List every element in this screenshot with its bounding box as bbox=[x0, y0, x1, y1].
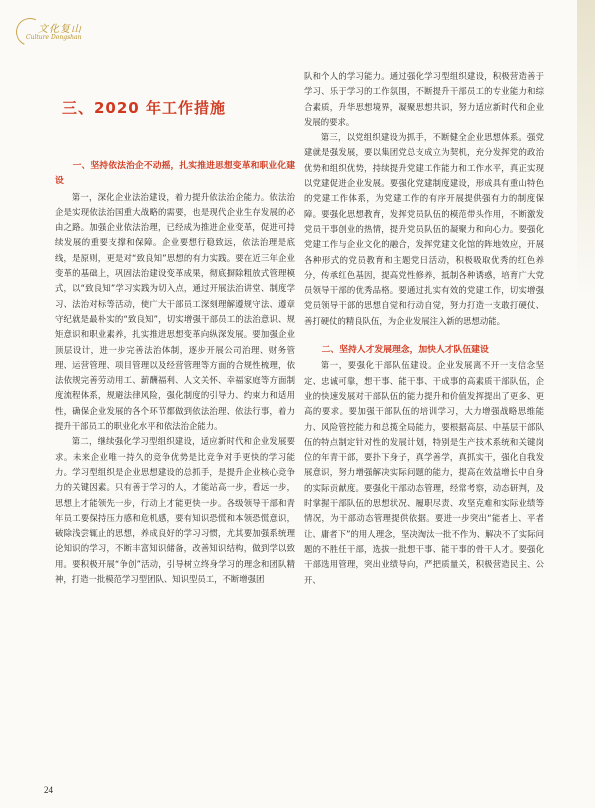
subsection-heading-1: 一、坚持依法治企不动摇，扎实推进思想变革和职业化建设 bbox=[55, 161, 295, 187]
paragraph: 第二，继续强化学习型组织建设，适应新时代和企业发展要求。未来企业唯一持久的竞争优势是比竞争对手更快的学习能力。学习型组织是企业思想建设的总抓手，是提升企业核心竞争力的关键因素。只有善于学习的人，才能站高一步，看远一步，思想上才能领先一步，行动上才能更快一步。各级领导干部和青年员工要保持压力感和危机感，要有知识恐慌和本领恐慌意识，破除浅尝辄止的思想，养成良好的学习习惯，尤其要加强系统理论知识的学习，不断丰富知识储备，改善知识结构，做到学以致用。要积极开展“争创”活动，引导树立终身学习的理念和团队精神，打造一批模范学习型团队、知识型员工，不断增强团 bbox=[55, 436, 295, 585]
magazine-logo bbox=[16, 20, 136, 54]
right-column bbox=[304, 69, 544, 588]
paragraph: 第一，要强化干部队伍建设。企业发展离不开一支信念坚定、忠诚可靠，想干事、能干事、干成事的高素质干部队伍，企业的快速发展对干部队伍的能力提升和价值发挥提出了更多、更高的要求。要加强干部队伍的培训学习，大力增强战略思维能力、风险管控能力和总揽全局能力，要根据高层、中基层干部队伍的特点制定针对性的发展计划，特别是生产技术系统和关键岗位的年青干部，要扑下身子，真学善学，真抓实干，强化自我发展意识，努力增强解决实际问题的能力，提高在效益增长中自身的实际贡献度。要强化干部动态管理，经常考察，动态研判，及时掌握干部队伍的思想状况、履职尽责、攻坚克难和实际业绩等情况，为干部动态管理提供依据。要进一步突出“能者上、平者让、庸者下”的用人理念，坚决淘汰一批不作为、解决不了实际问题的不胜任干部，选拔一批想干事、能干事的骨干人才。要强化干部选用管理，突出业绩导向，严把质量关，积极营造民主、公开、 bbox=[304, 360, 544, 585]
subsection-heading-2: 二、坚持人才发展理念，加快人才队伍建设 bbox=[321, 345, 489, 356]
section-title: 三、2020 年工作措施 bbox=[62, 99, 226, 117]
logo-text-en: Culture Dongshan bbox=[26, 34, 82, 41]
page-corner-decoration bbox=[577, 0, 595, 300]
page-number: 24 bbox=[44, 785, 53, 795]
paragraph: 第一，深化企业法治建设，着力提升依法治企能力。依法治企是实现依法治国重大战略的需要，也是现代企业生存发展的必由之路。加强企业依法治理，已经成为推进企业变革，促进可持续发展的重要支撑和保障。企业要想行稳致远，依法治理是底线，是原则，更是对“致良知”思想的有力实践。要在近三年企业变革的基础上，巩固法治建设变革成果，彻底摒除粗放式管理模式，以“致良知”学习实践为切入点，通过开展法治讲堂、制度学习、法治对标等活动，使广大干部员工深刻理解遵规守法、遵章守纪就是最朴实的“致良知”，切实增强干部员工的法治意识、规矩意识和职业素养，扎实推进思想变革向纵深发展。要加强企业顶层设计，进一步完善法治体制，逐步开展公司治理、财务管理、运营管理、项目管理以及经营管理等方面的合规性梳理，依法依规完善劳动用工、薪酬福利、人文关怀、幸福家庭等方面制度流程体系，规避法律风险，强化制度的引导力、约束力和适用性，确保企业发展的各个环节都做到依法治理、依法行事，着力提升干部员工的职业化水平和依法治企能力。 bbox=[55, 191, 295, 432]
paragraph: 第三，以党组织建设为抓手，不断健全企业思想体系。强党建就是强发展，要以集团党总支成立为契机，充分发挥党的政治优势和组织优势，持续提升党建工作能力和工作水平，真正实现以党建促进企业发展。要强化党建制度建设，形成具有重山特色的党建工作体系，为党建工作的有序开展提供强有力的制度保障。要强化思想教育，发挥党员队伍的模范带头作用，不断激发党员干事创业的热情，提升党员队伍的凝聚力和向心力。要强化党建工作与企业文化的融合，发挥党建文化馆的阵地效应，开展各种形式的党员教育和主题党日活动，积极吸取优秀的红色养分，传承红色基因，提高党性修养，抵制各种诱惑，培育广大党员领导干部的优秀品格。要通过扎实有效的党建工作，切实增强党员领导干部的思想自觉和行动自觉，努力打造一支敢打硬仗、善打硬仗的精良队伍，为企业发展注入新的思想动能。 bbox=[304, 132, 544, 326]
paragraph: 队和个人的学习能力。通过强化学习型组织建设，积极营造善于学习、乐于学习的工作氛围，不断提升干部员工的专业能力和综合素质，升华思想境界，凝聚思想共识，努力适应新时代和企业发展的要求。 bbox=[304, 71, 544, 127]
left-column bbox=[55, 159, 295, 587]
logo-text-cn: 文化复山 bbox=[38, 24, 82, 35]
